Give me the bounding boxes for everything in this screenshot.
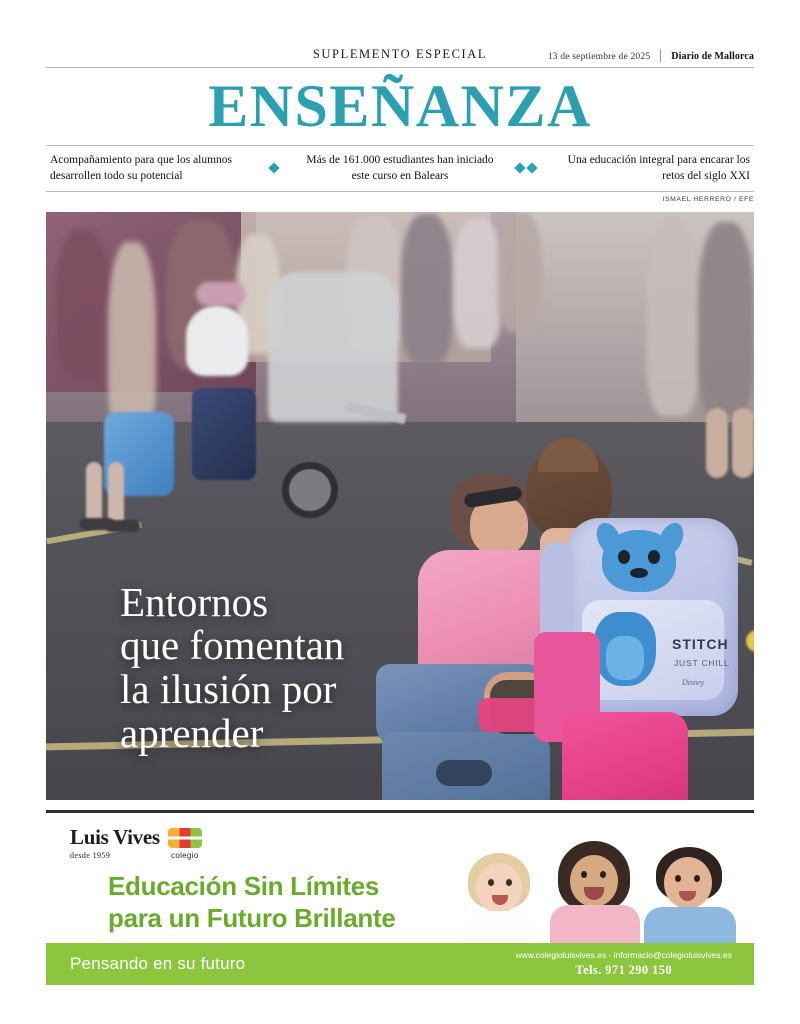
masthead bbox=[46, 40, 754, 68]
background-shoe bbox=[106, 520, 140, 532]
ad-kid-1-head bbox=[476, 863, 522, 913]
newspaper-brand: Diario de Mallorca bbox=[671, 51, 754, 62]
ad-claim-line-2: para un Futuro Brillante bbox=[108, 902, 396, 933]
ad-kid-3-eye bbox=[694, 875, 700, 882]
ad-kid-2 bbox=[548, 841, 644, 949]
photo-credit: ISMAEL HERRERO / EFE bbox=[662, 196, 754, 203]
background-person bbox=[401, 214, 453, 364]
advertiser-since: desde 1959 bbox=[70, 851, 111, 860]
background-leg bbox=[732, 408, 754, 478]
ad-claim-line-1: Educación Sin Límites bbox=[108, 871, 380, 901]
ad-kid-1-eye bbox=[506, 879, 512, 886]
background-person bbox=[498, 212, 542, 332]
white-bag bbox=[186, 306, 248, 376]
advertiser-colorbar-icon bbox=[168, 828, 202, 848]
ad-footer-bar bbox=[46, 943, 754, 985]
ad-website[interactable]: www.colegioluisvives.es - informacio@colegioluisvives.es bbox=[515, 950, 732, 960]
ad-kid-2-eye bbox=[600, 871, 606, 878]
diamond-separator-icon bbox=[251, 164, 297, 174]
ad-kid-3-eye bbox=[675, 875, 681, 882]
ad-contact[interactable] bbox=[516, 949, 733, 979]
lead-headline bbox=[120, 578, 345, 757]
ad-kid-3-head bbox=[664, 857, 712, 909]
adult-hand bbox=[196, 282, 246, 306]
advertiser-mark-group bbox=[168, 827, 202, 860]
advertiser-logo-text bbox=[70, 827, 160, 860]
lead-photograph bbox=[46, 212, 754, 800]
jeans-rip bbox=[436, 760, 492, 786]
ad-kid-1-eye bbox=[488, 879, 494, 886]
title-container bbox=[0, 73, 800, 139]
subhead-item-3: Una educación integral para encarar los retos del siglo XXI bbox=[567, 153, 750, 182]
headline-line-3: la ilusión por bbox=[120, 666, 337, 713]
headline-line-4: aprender bbox=[120, 710, 264, 757]
advertiser-logo bbox=[70, 827, 202, 860]
ad-kid-1 bbox=[454, 853, 546, 949]
headline-line-1: Entornos bbox=[120, 578, 269, 625]
background-person bbox=[698, 222, 754, 422]
background-person bbox=[646, 216, 700, 416]
stitch-eye-icon bbox=[648, 550, 660, 564]
publication-date: 13 de septiembre de 2025 bbox=[547, 52, 651, 62]
background-leg bbox=[706, 408, 728, 478]
background-person bbox=[56, 230, 110, 380]
supplement-label: SUPLEMENTO ESPECIAL bbox=[312, 47, 488, 61]
vertical-divider bbox=[660, 49, 661, 62]
ad-kid-2-eye bbox=[581, 871, 587, 878]
page-title: ENSEÑANZA bbox=[208, 73, 592, 139]
subhead-strip bbox=[46, 145, 754, 192]
background-person bbox=[454, 218, 502, 348]
background-leg bbox=[86, 462, 102, 526]
diamond-separator-icon-2 bbox=[503, 164, 549, 174]
subhead-item-1: Acompañamiento para que los alumnos desarrollen todo su potencial bbox=[50, 153, 233, 182]
subhead-item-2: Más de 161.000 estudiantes han iniciado este curso en Balears bbox=[306, 153, 494, 182]
stroller-wheel bbox=[282, 462, 338, 518]
headline-line-2: que fomentan bbox=[120, 622, 345, 669]
ad-kids-photo bbox=[440, 819, 750, 947]
backpack-disney-text: Disney bbox=[682, 678, 705, 687]
ad-kid-3 bbox=[644, 847, 740, 951]
advertisement[interactable] bbox=[46, 810, 754, 985]
suitcase bbox=[192, 388, 256, 480]
masthead-meta bbox=[501, 49, 754, 62]
girl-shorts bbox=[562, 712, 688, 800]
ad-slogan: Pensando en su futuro bbox=[70, 954, 246, 973]
stitch-belly-icon bbox=[606, 636, 644, 680]
advertiser-name: Luis Vives bbox=[70, 825, 160, 849]
advertiser-type: colegio bbox=[171, 851, 199, 860]
photo-scene bbox=[46, 212, 754, 800]
backpack-tagline-text: JUST CHILL bbox=[674, 658, 730, 668]
backpack-brand-text: STITCH bbox=[672, 636, 729, 652]
ad-phone: Tels. 971 290 150 bbox=[575, 963, 673, 978]
masthead-top-row bbox=[46, 40, 754, 68]
ad-claim bbox=[108, 871, 395, 934]
background-leg bbox=[108, 462, 124, 526]
stitch-eye-icon bbox=[618, 550, 630, 564]
stitch-nose-icon bbox=[630, 568, 648, 578]
stroller-canopy bbox=[268, 272, 398, 422]
